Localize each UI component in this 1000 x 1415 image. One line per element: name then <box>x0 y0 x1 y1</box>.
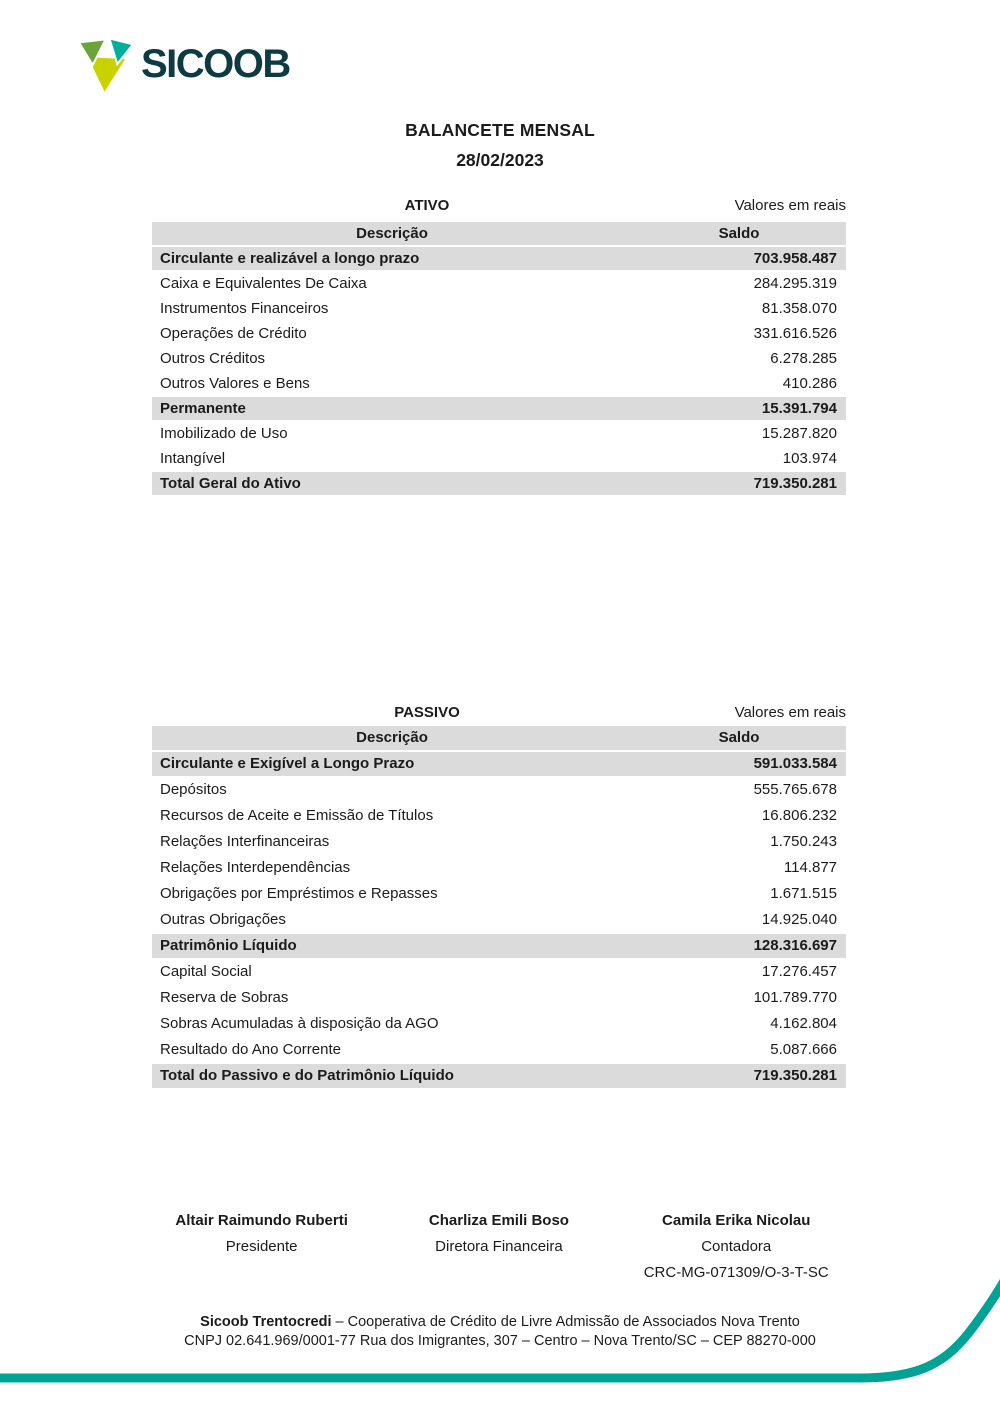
signature-block <box>143 1208 380 1286</box>
passivo-table-header-row <box>152 726 846 752</box>
table-row <box>152 247 846 272</box>
table-row <box>152 372 846 397</box>
table-row <box>152 908 846 934</box>
row-description: Outras Obrigações <box>160 911 286 928</box>
row-description: Reserva de Sobras <box>160 989 289 1006</box>
signature-block <box>380 1208 617 1286</box>
ativo-table-header-row <box>152 222 846 247</box>
signatory-name: Camila Erika Nicolau <box>662 1212 811 1229</box>
ativo-section-label: ATIVO <box>404 197 450 214</box>
table-row <box>152 1038 846 1064</box>
row-description: Patrimônio Líquido <box>160 937 297 954</box>
signatures-block <box>143 1208 855 1286</box>
ativo-table-body <box>152 247 846 497</box>
row-value: 1.750.243 <box>770 833 837 850</box>
passivo-table <box>152 726 846 1090</box>
row-description: Total do Passivo e do Patrimônio Líquido <box>160 1067 454 1084</box>
row-value: 591.033.584 <box>753 755 837 772</box>
row-value: 17.276.457 <box>761 963 837 980</box>
row-value: 284.295.319 <box>753 275 837 292</box>
table-row <box>152 882 846 908</box>
row-value: 331.616.526 <box>753 325 837 342</box>
row-description: Obrigações por Empréstimos e Repasses <box>160 885 438 902</box>
row-value: 81.358.070 <box>761 300 837 317</box>
table-row <box>152 960 846 986</box>
signatory-role: Presidente <box>225 1238 298 1255</box>
sicoob-logo <box>78 36 290 93</box>
row-value: 4.162.804 <box>770 1015 837 1032</box>
ativo-unit-label: Valores em reais <box>734 197 846 214</box>
signatory-role: Diretora Financeira <box>435 1238 563 1255</box>
table-row <box>152 778 846 804</box>
row-description: Outros Valores e Bens <box>160 375 310 392</box>
brand-name: SICOOB <box>141 42 290 86</box>
row-value: 16.806.232 <box>761 807 837 824</box>
row-value: 1.671.515 <box>770 885 837 902</box>
passivo-table-body <box>152 752 846 1090</box>
ativo-col-saldo: Saldo <box>718 225 760 242</box>
table-row <box>152 986 846 1012</box>
row-description: Sobras Acumuladas à disposição da AGO <box>160 1015 439 1032</box>
row-description: Instrumentos Financeiros <box>160 300 329 317</box>
row-value: 101.789.770 <box>753 989 837 1006</box>
row-description: Operações de Crédito <box>160 325 307 342</box>
row-description: Capital Social <box>160 963 252 980</box>
signatory-name: Charliza Emili Boso <box>428 1212 569 1229</box>
row-description: Permanente <box>160 400 246 417</box>
row-value: 103.974 <box>782 450 837 467</box>
page-title: BALANCETE MENSAL <box>405 120 595 140</box>
row-description: Resultado do Ano Corrente <box>160 1041 341 1058</box>
row-value: 128.316.697 <box>753 937 837 954</box>
row-description: Total Geral do Ativo <box>160 475 301 492</box>
passivo-col-descricao: Descrição <box>356 729 428 746</box>
table-row <box>152 422 846 447</box>
table-row <box>152 752 846 778</box>
footer-company-name: Sicoob Trentocredi <box>200 1314 332 1330</box>
row-description: Outros Créditos <box>160 350 266 367</box>
table-row <box>152 934 846 960</box>
table-row <box>152 272 846 297</box>
row-description: Circulante e realizável a longo prazo <box>160 250 420 267</box>
ativo-table <box>152 222 846 497</box>
passivo-section <box>152 704 846 1090</box>
ativo-col-descricao: Descrição <box>356 225 428 242</box>
table-row <box>152 1012 846 1038</box>
row-value: 410.286 <box>782 375 837 392</box>
row-description: Depósitos <box>160 781 227 798</box>
table-row <box>152 856 846 882</box>
footer-line-2: CNPJ 02.641.969/0001-77 Rua dos Imigrantes, 307 – Centro – Nova Trento/SC – CEP 88270-000 <box>184 1332 816 1349</box>
ativo-section <box>152 197 846 497</box>
row-value: 15.287.820 <box>761 425 837 442</box>
table-row <box>152 397 846 422</box>
row-value: 555.765.678 <box>753 781 837 798</box>
row-description: Relações Interfinanceiras <box>160 833 330 850</box>
passivo-unit-label: Valores em reais <box>734 704 846 721</box>
row-description: Caixa e Equivalentes De Caixa <box>160 275 367 292</box>
table-row <box>152 297 846 322</box>
passivo-col-saldo: Saldo <box>718 729 760 746</box>
signatory-role: Contadora <box>701 1238 772 1255</box>
row-description: Imobilizado de Uso <box>160 425 288 442</box>
row-value: 15.391.794 <box>761 400 837 417</box>
row-value: 703.958.487 <box>753 250 837 267</box>
title-block <box>0 120 1000 171</box>
sicoob-logo-icon <box>78 36 134 93</box>
row-value: 114.877 <box>783 859 837 876</box>
table-row <box>152 1064 846 1090</box>
signature-block <box>618 1208 855 1286</box>
row-description: Recursos de Aceite e Emissão de Títulos <box>160 807 434 824</box>
table-row <box>152 830 846 856</box>
row-value: 6.278.285 <box>770 350 837 367</box>
row-value: 14.925.040 <box>761 911 837 928</box>
signatory-name: Altair Raimundo Ruberti <box>175 1212 348 1229</box>
table-row <box>152 447 846 472</box>
footer-company-description: – Cooperativa de Crédito de Livre Admissão de Associados Nova Trento <box>331 1314 800 1330</box>
row-description: Intangível <box>160 450 226 467</box>
row-description: Circulante e Exigível a Longo Prazo <box>160 755 415 772</box>
row-value: 719.350.281 <box>753 1067 837 1084</box>
row-value: 5.087.666 <box>770 1041 837 1058</box>
row-value: 719.350.281 <box>753 475 837 492</box>
ativo-section-header <box>152 197 846 222</box>
row-description: Relações Interdependências <box>160 859 351 876</box>
table-row <box>152 347 846 372</box>
passivo-section-header <box>152 704 846 726</box>
table-row <box>152 804 846 830</box>
passivo-section-label: PASSIVO <box>394 704 460 721</box>
table-row <box>152 322 846 347</box>
table-row <box>152 472 846 497</box>
signatory-registration: CRC-MG-071309/O-3-T-SC <box>643 1264 829 1281</box>
report-date: 28/02/2023 <box>456 150 544 170</box>
footer-line-1 <box>153 1313 847 1332</box>
footer <box>153 1313 847 1350</box>
